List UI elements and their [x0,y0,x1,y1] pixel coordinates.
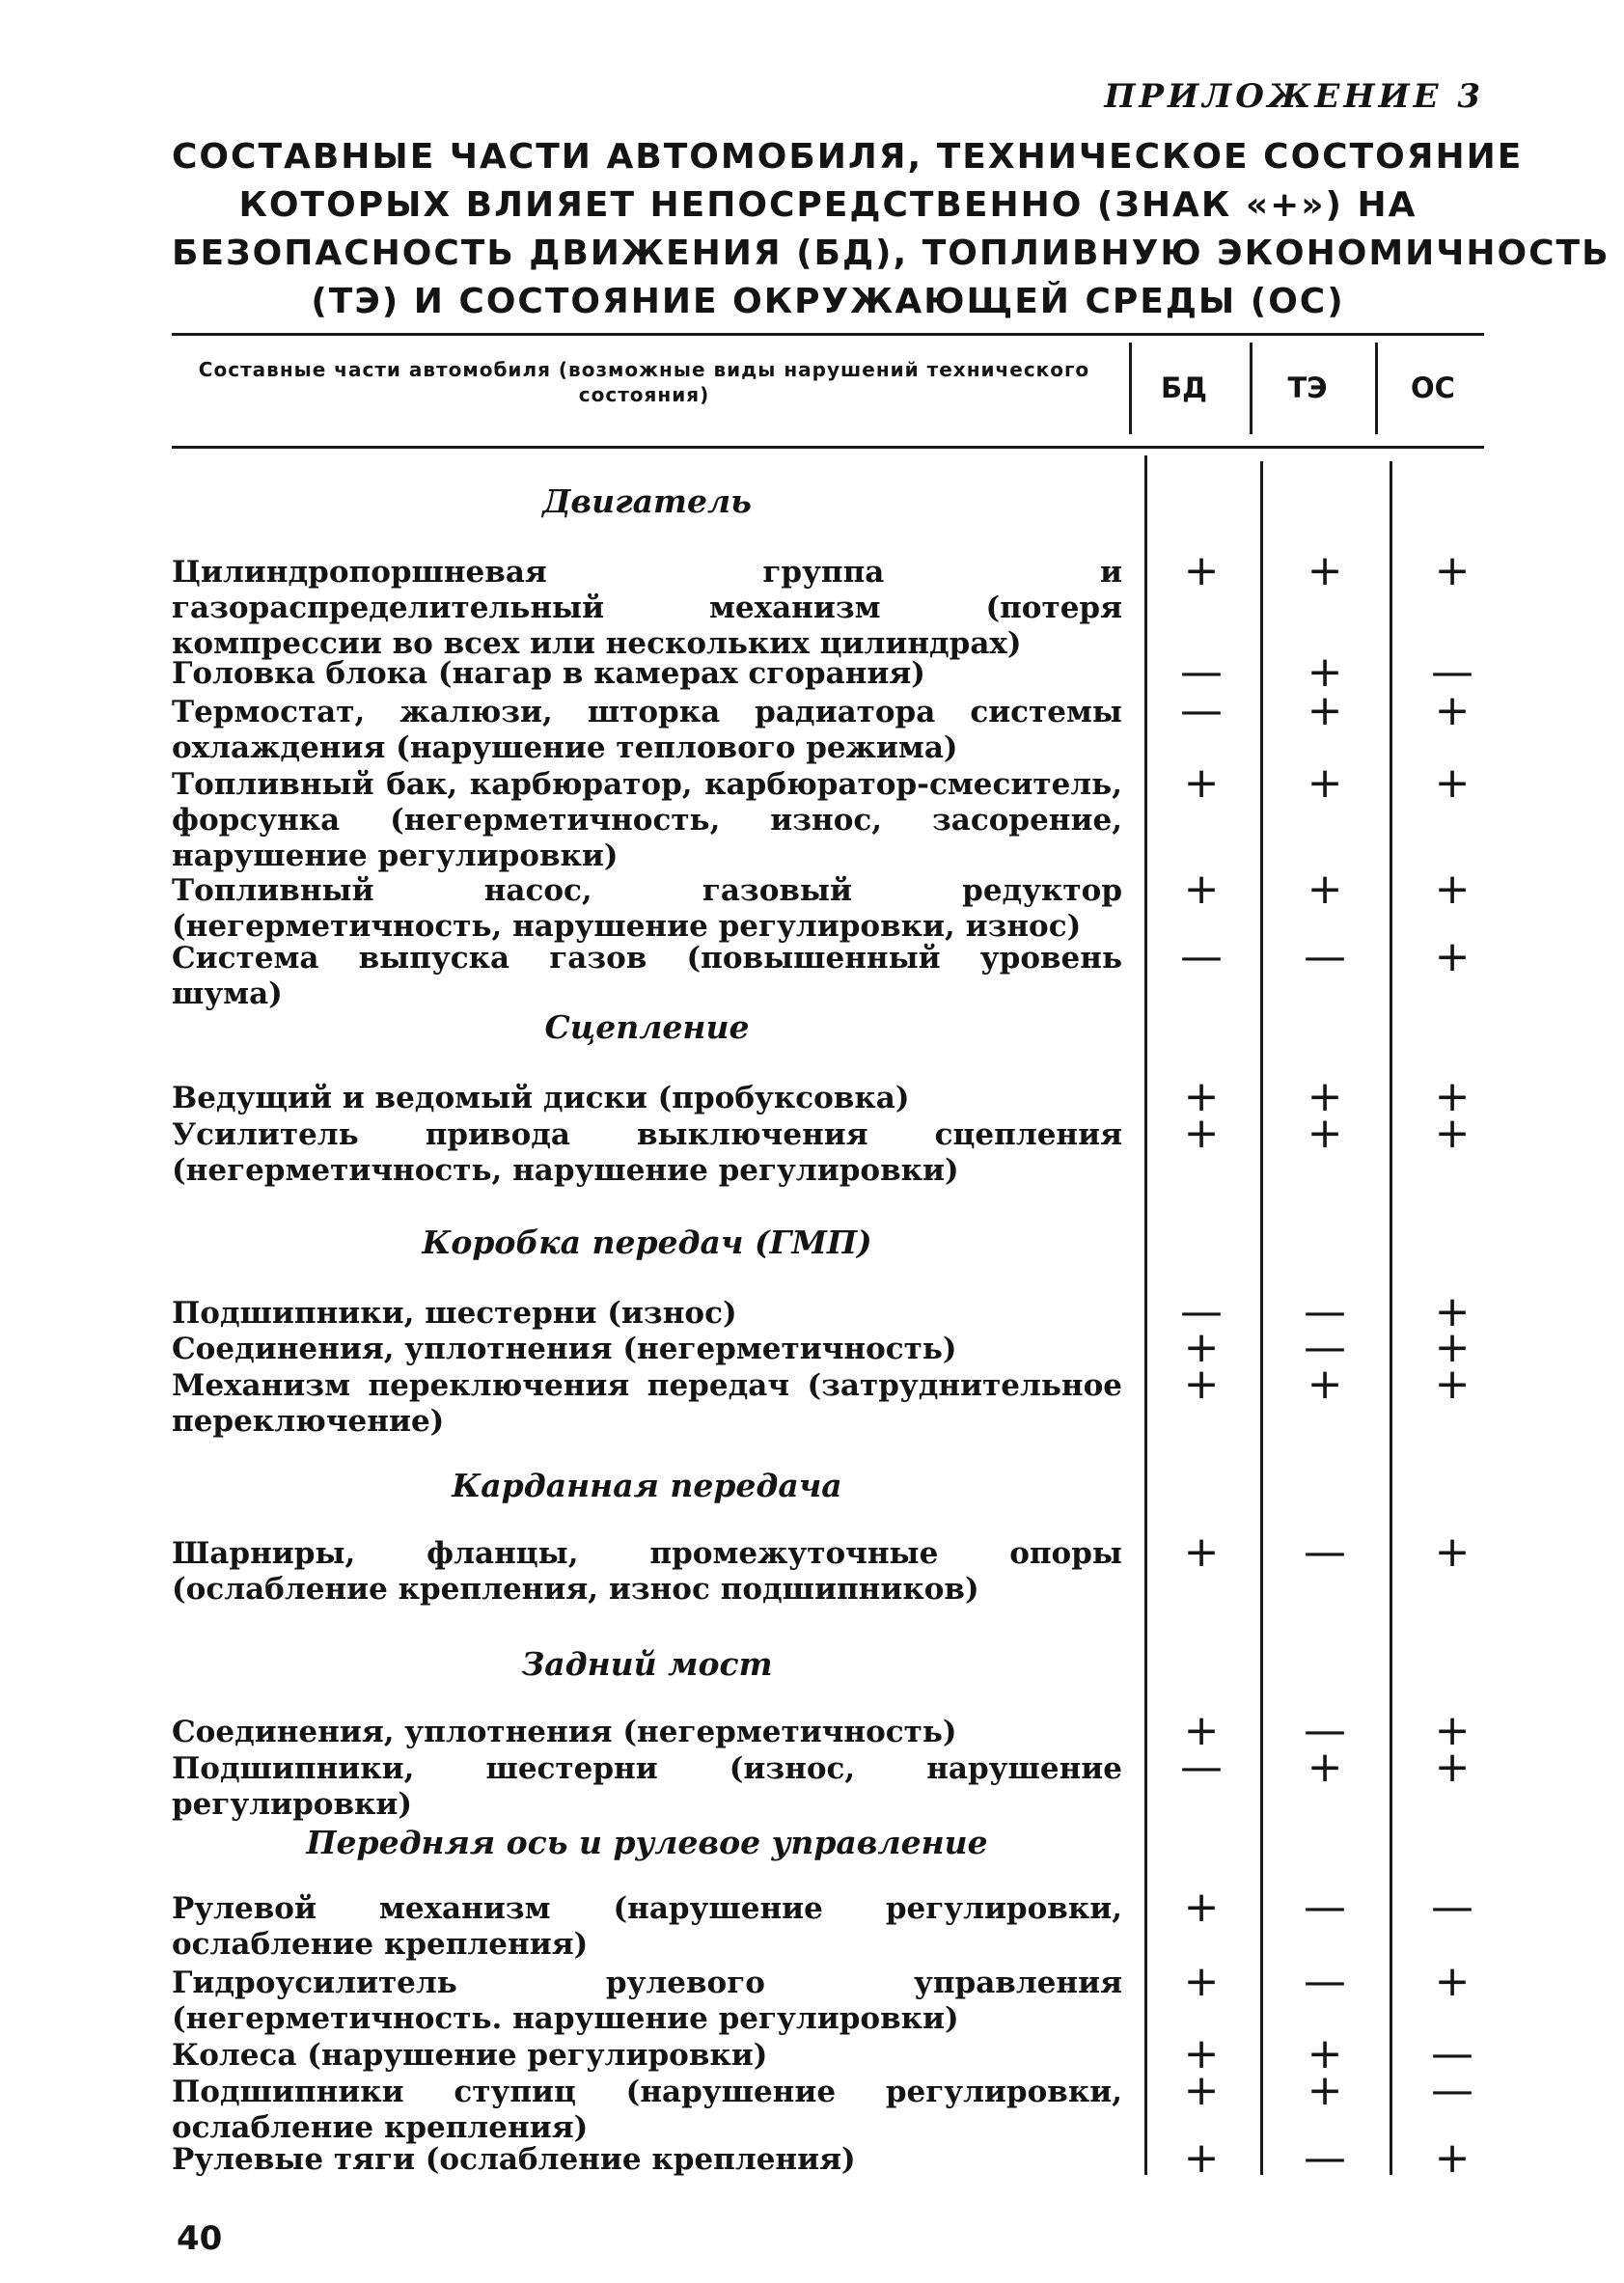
row-description: Механизм переключения передач (затруднительное переключение) [172,1368,1122,1439]
mark-bd: + [1183,1072,1220,1121]
mark-te: — [1304,1527,1346,1577]
mark-te: + [1307,1743,1343,1792]
column-divider [1260,461,1263,2175]
mark-bd: + [1183,865,1220,914]
row-description: Ведущий и ведомый диски (пробуксовка) [172,1081,910,1115]
mark-os: + [1434,1743,1471,1792]
mark-te: + [1307,1072,1343,1121]
appendix-label: ПРИЛОЖЕНИЕ 3 [1104,77,1484,116]
row-description: Рулевой механизм (нарушение регулировки, ослабление крепления) [172,1891,1122,1962]
row-description: Топливный насос, газовый редуктор (негерметичность, нарушение регулировки, износ) [172,873,1122,944]
row-description: Рулевые тяги (ослабление крепления) [172,2142,856,2177]
header-divider [1250,343,1252,434]
header-divider [1129,343,1132,434]
mark-te: — [1304,1323,1346,1372]
mark-te: + [1307,865,1343,914]
mark-os: + [1434,1323,1471,1372]
header-description: Составные части автомобиля (возможные виды нарушений технического состояния) [198,358,1090,406]
mark-os: + [1434,686,1471,735]
mark-bd: + [1183,2029,1220,2078]
column-divider [1390,461,1392,2175]
mark-os: + [1434,1287,1471,1336]
section-title: Передняя ось и рулевое управление [306,1824,988,1861]
title-line: БЕЗОПАСНОСТЬ ДВИЖЕНИЯ (БД), ТОПЛИВНУЮ ЭКОНОМИЧНОСТЬ [172,234,1610,273]
mark-os: + [1434,1360,1471,1409]
section-title: Двигатель [542,482,752,520]
title-line: (ТЭ) И СОСТОЯНИЕ ОКРУЖАЮЩЕЙ СРЕДЫ (ОС) [311,282,1345,321]
mark-te: + [1307,2029,1343,2078]
mark-te: — [1304,932,1346,981]
row-description: Подшипники, шестерни (износ) [172,1296,737,1331]
header-os: ОС [1411,371,1455,404]
row-description: Подшипники ступиц (нарушение регулировки, ослабление крепления) [172,2075,1122,2145]
title-line: КОТОРЫХ ВЛИЯЕТ НЕПОСРЕДСТВЕННО (ЗНАК «+») НА [238,185,1418,225]
mark-bd: + [1183,1109,1220,1158]
mark-os: — [1431,1883,1473,1932]
row-description: Термостат, жалюзи, шторка радиатора системы охлаждения (нарушение теплового режима) [172,695,1122,765]
mark-bd: + [1183,1883,1220,1932]
mark-te: — [1304,2133,1346,2183]
mark-te: — [1304,1287,1346,1336]
section-title: Задний мост [521,1645,773,1683]
mark-os: + [1434,1957,1471,2006]
mark-bd: + [1183,546,1220,595]
mark-os: — [1431,2029,1473,2078]
mark-te: — [1304,1957,1346,2006]
mark-os: + [1434,932,1471,981]
mark-bd: + [1183,1957,1220,2006]
mark-bd: — [1180,647,1223,697]
row-description: Топливный бак, карбюратор, карбюратор-смеситель, форсунка (негерметичность, износ, засорение, нарушение регулировки) [172,767,1122,873]
mark-os: — [1431,647,1473,697]
header-divider [1375,343,1378,434]
row-description: Подшипники, шестерни (износ, нарушение регулировки) [172,1751,1122,1822]
mark-os: + [1434,865,1471,914]
mark-os: + [1434,1527,1471,1577]
mark-bd: + [1183,1527,1220,1577]
page-title [172,133,1610,326]
row-description: Система выпуска газов (повышенный уровень шума) [172,941,1122,1011]
mark-bd: — [1180,686,1223,735]
row-description: Соединения, уплотнения (негерметичность) [172,1715,957,1749]
page-number: 40 [177,2219,223,2258]
header-te: ТЭ [1287,371,1328,404]
mark-bd: — [1180,932,1223,981]
mark-os: + [1434,1072,1471,1121]
row-description: Соединения, уплотнения (негерметичность) [172,1332,957,1366]
mark-bd: + [1183,758,1220,808]
mark-os: — [1431,2066,1473,2115]
mark-bd: + [1183,1360,1220,1409]
mark-bd: — [1180,1287,1223,1336]
mark-bd: — [1180,1743,1223,1792]
mark-te: + [1307,546,1343,595]
mark-os: + [1434,1109,1471,1158]
row-description: Усилитель привода выключения сцепления (негерметичность, нарушение регулировки) [172,1117,1122,1188]
section-title: Карданная передача [452,1467,842,1504]
row-description: Шарниры, фланцы, промежуточные опоры (ослабление крепления, износ подшипников) [172,1536,1122,1607]
mark-os: + [1434,758,1471,808]
mark-bd: + [1183,2133,1220,2183]
mark-te: + [1307,686,1343,735]
mark-bd: + [1183,1323,1220,1372]
row-description: Гидроусилитель рулевого управления (негерметичность. нарушение регулировки) [172,1966,1122,2036]
title-line: СОСТАВНЫЕ ЧАСТИ АВТОМОБИЛЯ, ТЕХНИЧЕСКОЕ СОСТОЯНИЕ [172,137,1524,177]
mark-os: + [1434,546,1471,595]
column-divider [1144,455,1147,2175]
mark-te: + [1307,758,1343,808]
mark-te: + [1307,647,1343,697]
header-bd: БД [1161,371,1207,404]
mark-te: + [1307,1109,1343,1158]
mark-te: + [1307,1360,1343,1409]
table-top-rule [172,333,1484,336]
mark-os: + [1434,2133,1471,2183]
mark-te: — [1304,1883,1346,1932]
mark-te: — [1304,1706,1346,1755]
mark-te: + [1307,2066,1343,2115]
row-description: Цилиндропоршневая группа и газораспределительный механизм (потеря компрессии во всех или нескольких цилиндрах) [172,555,1122,661]
mark-bd: + [1183,2066,1220,2115]
mark-os: + [1434,1706,1471,1755]
row-description: Головка блока (нагар в камерах сгорания) [172,656,925,691]
row-description: Колеса (нарушение регулировки) [172,2038,768,2073]
section-title: Сцепление [544,1008,750,1046]
section-title: Коробка передач (ГМП) [422,1224,872,1261]
table-header-rule [172,446,1484,449]
mark-bd: + [1183,1706,1220,1755]
